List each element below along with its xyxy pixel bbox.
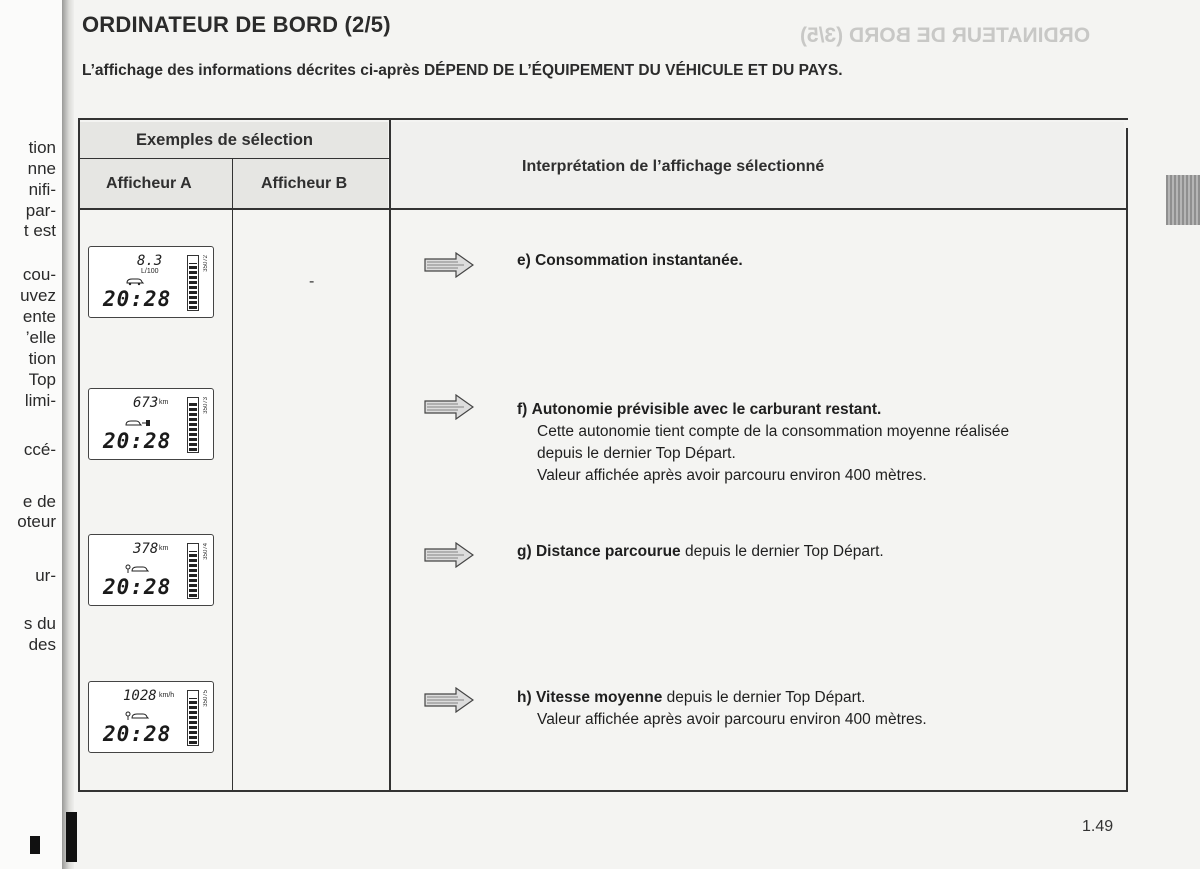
item-letter: f) bbox=[517, 401, 528, 418]
margin-text-fragment: tion bbox=[28, 138, 56, 157]
fuel-gauge bbox=[187, 690, 199, 746]
figure-code: 35073 bbox=[203, 397, 209, 414]
distance-icon bbox=[125, 561, 151, 571]
display-clock: 20:28 bbox=[103, 287, 172, 311]
interpretation-text bbox=[517, 687, 927, 731]
figure-code: 35072 bbox=[203, 255, 209, 272]
arrow-icon bbox=[424, 394, 474, 420]
display-clock: 20:28 bbox=[103, 575, 172, 599]
display-b-empty: - bbox=[309, 273, 315, 290]
display-clock: 20:28 bbox=[103, 429, 172, 453]
fuel-gauge-fill bbox=[189, 402, 197, 451]
margin-text-fragment: Top bbox=[28, 370, 56, 389]
margin-text-fragment: nifi- bbox=[28, 180, 56, 199]
table-border bbox=[78, 208, 1128, 210]
display-value: 1028 bbox=[123, 688, 157, 704]
table-border bbox=[78, 118, 80, 792]
margin-text-fragment: uvez bbox=[20, 286, 56, 305]
margin-text-fragment: s du bbox=[23, 614, 56, 633]
chapter-tab bbox=[1166, 175, 1200, 225]
table-border bbox=[389, 118, 391, 792]
display-a-screen bbox=[88, 246, 214, 318]
show-through: ORDINATEUR DE BORD (3/5) bbox=[800, 24, 1091, 47]
page-title: ORDINATEUR DE BORD (2/5) bbox=[82, 12, 391, 37]
display-value: 378 bbox=[133, 541, 159, 557]
interpretation-text bbox=[517, 541, 884, 563]
display-clock: 20:28 bbox=[103, 722, 172, 746]
item-detail-line: depuis le dernier Top Départ. bbox=[537, 445, 736, 462]
item-rest: depuis le dernier Top Départ. bbox=[680, 543, 884, 560]
item-letter: g) bbox=[517, 543, 532, 560]
fuel-gauge-fill bbox=[189, 698, 197, 744]
fuel-gauge-fill bbox=[189, 551, 197, 597]
car-range-icon bbox=[125, 415, 151, 425]
table-border bbox=[78, 790, 1128, 792]
table-border bbox=[78, 158, 389, 159]
car-fuel-icon bbox=[125, 273, 151, 283]
display-a-screen bbox=[88, 534, 214, 606]
item-letter: h) bbox=[517, 689, 532, 706]
margin-text-fragment: t est bbox=[23, 221, 56, 240]
display-value: 8.3 bbox=[137, 253, 163, 269]
fuel-gauge bbox=[187, 397, 199, 453]
item-title: Consommation instantanée. bbox=[535, 252, 743, 269]
item-title: Vitesse moyenne bbox=[535, 689, 663, 706]
arrow-icon bbox=[424, 252, 474, 278]
page-number: 1.49 bbox=[1082, 818, 1114, 835]
edge-marker bbox=[30, 836, 40, 854]
display-unit: km bbox=[159, 399, 169, 406]
margin-text-fragment: tion bbox=[28, 349, 56, 368]
item-letter: e) bbox=[517, 252, 531, 269]
display-a-screen bbox=[88, 681, 214, 753]
header-display-b: Afficheur B bbox=[261, 175, 348, 192]
fuel-gauge-fill bbox=[189, 263, 197, 309]
interpretation-text bbox=[517, 250, 743, 272]
display-unit: km bbox=[159, 545, 169, 552]
table-border bbox=[232, 158, 233, 790]
margin-text-fragment: oteur bbox=[17, 512, 56, 531]
item-title: Distance parcourue bbox=[535, 543, 681, 560]
fuel-gauge bbox=[187, 543, 199, 599]
margin-text-fragment: cou- bbox=[22, 265, 56, 284]
header-display-a: Afficheur A bbox=[106, 175, 192, 192]
header-interpretation: Interprétation de l’affichage sélectionné bbox=[522, 158, 825, 175]
figure-code: 35074 bbox=[203, 543, 209, 560]
item-rest: depuis le dernier Top Départ. bbox=[662, 689, 866, 706]
margin-text-fragment: des bbox=[28, 635, 56, 654]
speed-icon bbox=[125, 708, 151, 718]
header-examples: Exemples de sélection bbox=[136, 131, 313, 149]
margin-text-fragment: ur- bbox=[35, 566, 56, 585]
selection-table bbox=[72, 116, 1128, 792]
display-unit: L/100 bbox=[141, 268, 159, 275]
interpretation-text bbox=[517, 399, 1009, 487]
table-border bbox=[1126, 128, 1128, 790]
item-detail-line: Valeur affichée après avoir parcouru environ 400 mètres. bbox=[537, 711, 927, 728]
arrow-icon bbox=[424, 687, 474, 713]
previous-page-edge bbox=[0, 0, 63, 869]
page-subtitle: L’affichage des informations décrites ci-après DÉPEND DE L’ÉQUIPEMENT DU VÉHICULE ET DU PAYS. bbox=[82, 62, 843, 79]
display-a-screen bbox=[88, 388, 214, 460]
margin-text-fragment: ente bbox=[22, 307, 56, 326]
margin-text-fragment: par- bbox=[25, 201, 56, 220]
display-value: 673 bbox=[133, 395, 159, 411]
table-border bbox=[78, 118, 1128, 120]
item-detail-line: Valeur affichée après avoir parcouru environ 400 mètres. bbox=[537, 467, 927, 484]
margin-text-fragment: limi- bbox=[24, 391, 56, 410]
margin-text-fragment: ccé- bbox=[23, 440, 56, 459]
item-title: Autonomie prévisible avec le carburant restant. bbox=[531, 401, 882, 418]
display-unit: km/h bbox=[159, 692, 175, 699]
margin-text-fragment: ’elle bbox=[25, 328, 56, 347]
margin-text-fragment: e de bbox=[22, 492, 56, 511]
edge-marker bbox=[66, 812, 77, 862]
item-detail-line: Cette autonomie tient compte de la consommation moyenne réalisée bbox=[537, 423, 1010, 440]
arrow-icon bbox=[424, 542, 474, 568]
fuel-gauge bbox=[187, 255, 199, 311]
figure-code: 35075 bbox=[203, 690, 209, 707]
margin-text-fragment: nne bbox=[27, 159, 56, 178]
